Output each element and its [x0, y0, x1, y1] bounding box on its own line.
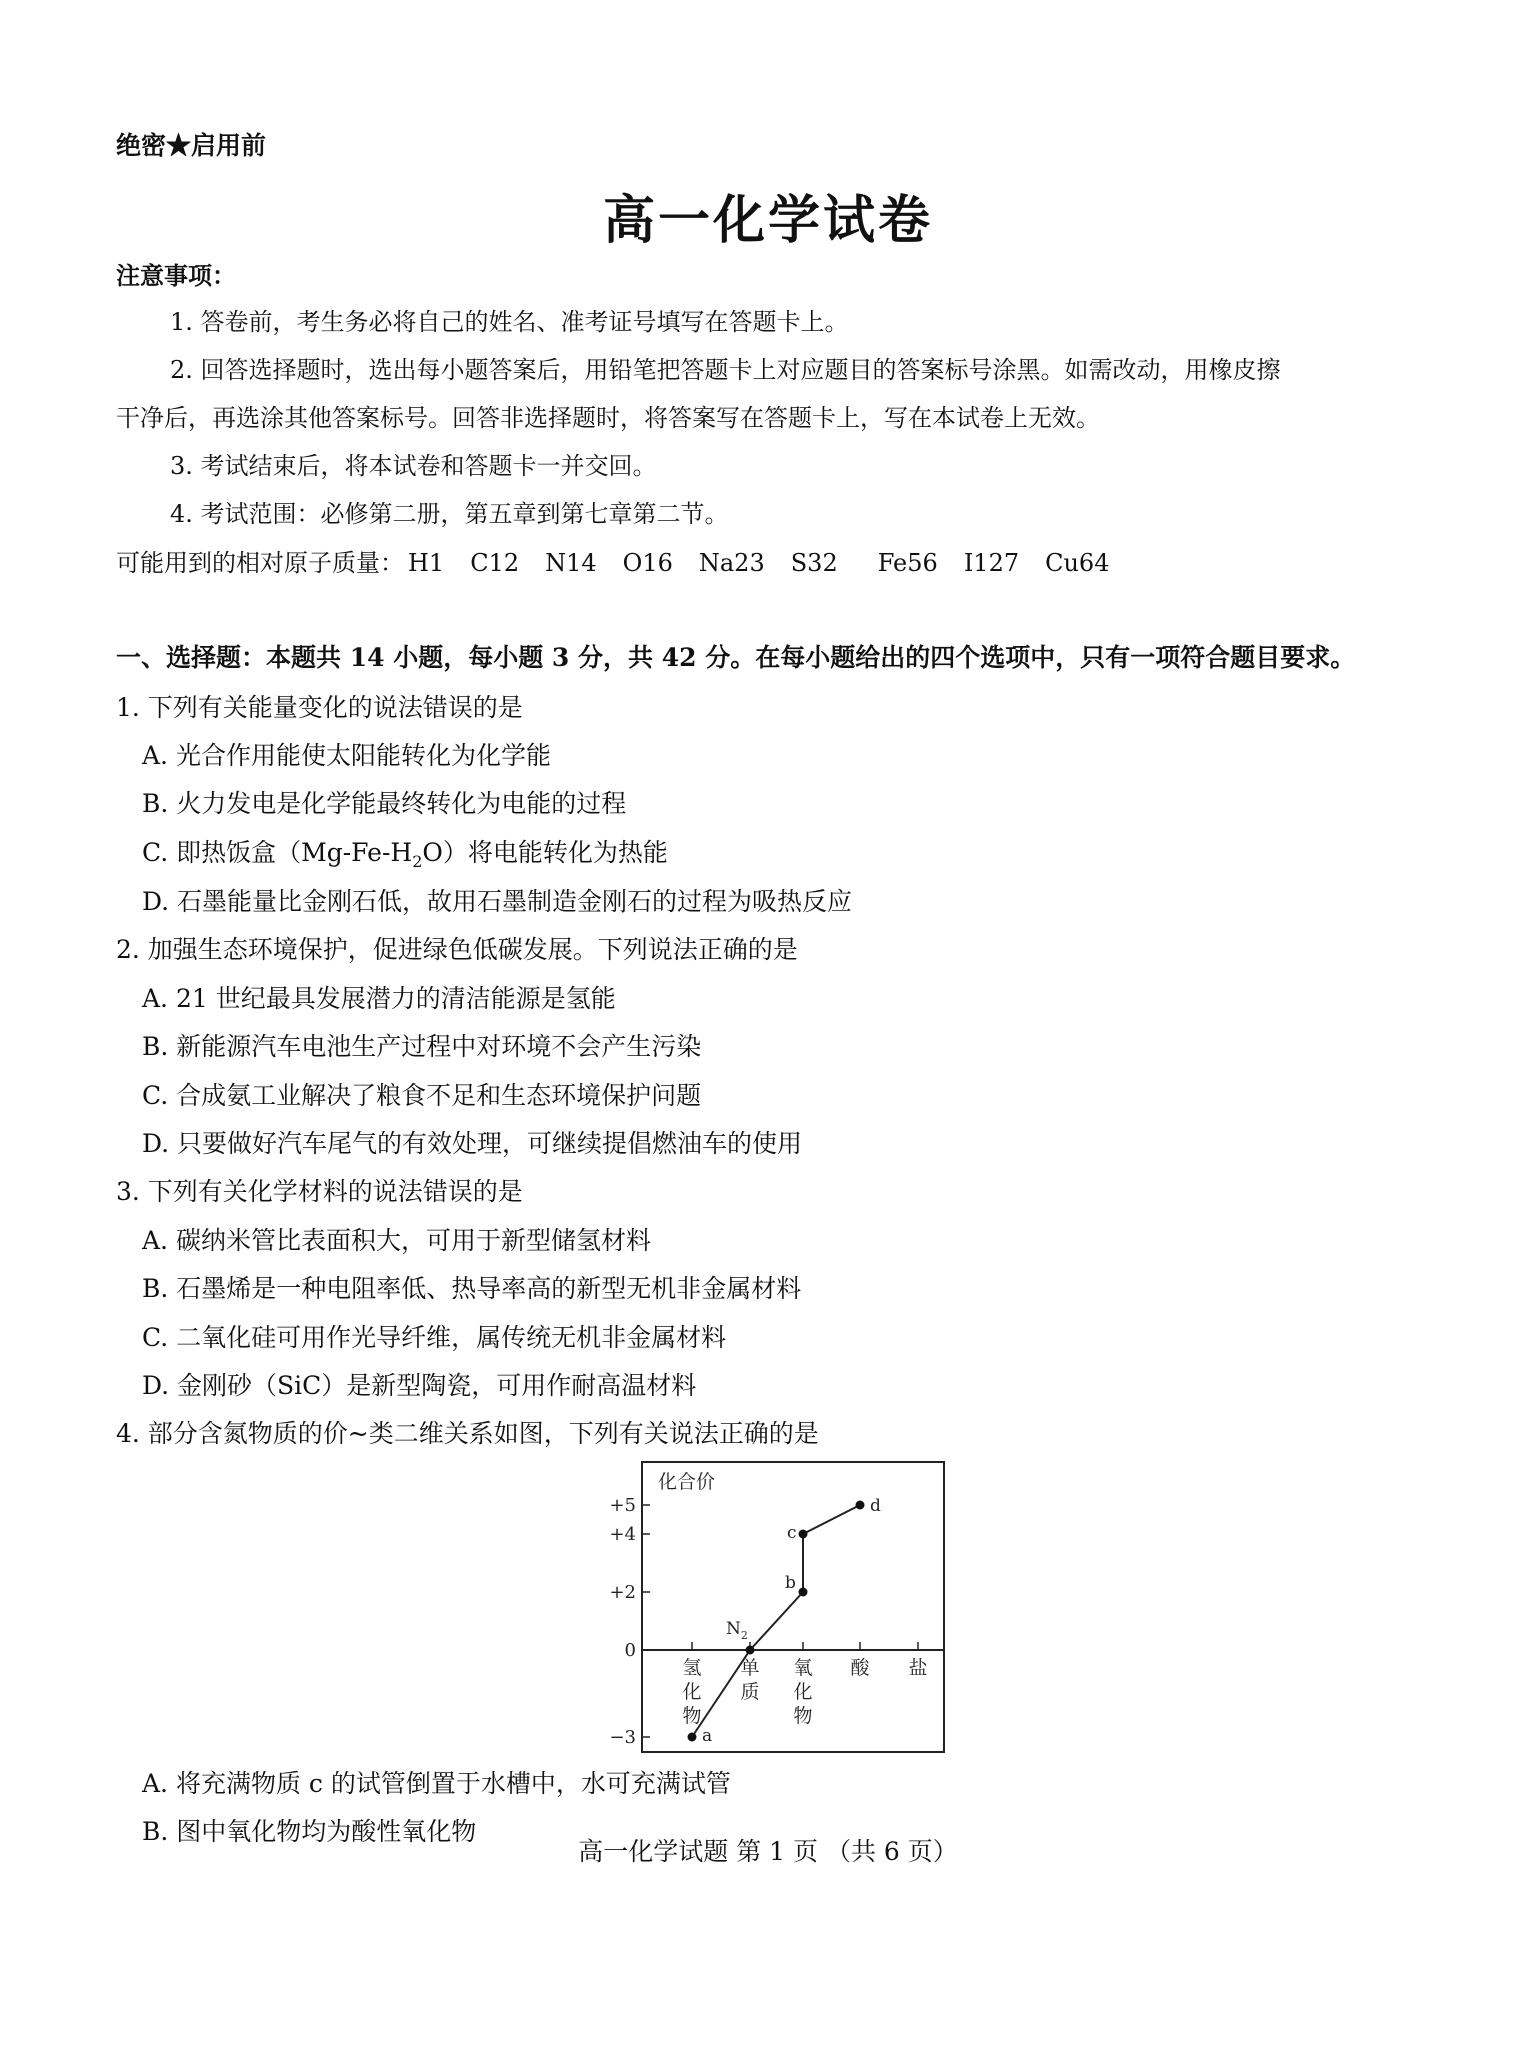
q1-c-sub: 2: [412, 852, 423, 871]
atom-cu: Cu64: [1045, 549, 1110, 577]
x-category-char: 物: [793, 1705, 813, 1727]
data-point-label: b: [785, 1573, 796, 1593]
atom-na: Na23: [698, 549, 765, 577]
connecting-lines: [692, 1505, 860, 1737]
page-title: 高一化学试卷: [602, 190, 933, 251]
q1-option-a: A. 光合作用能使太阳能转化为化学能: [142, 741, 551, 770]
y-tick-label: +5: [609, 1495, 636, 1516]
q1-c-post: O）将电能转化为热能: [422, 838, 668, 867]
atom-o: O16: [622, 549, 673, 577]
data-point: [746, 1646, 755, 1655]
atoms-label: 可能用到的相对原子质量：: [116, 549, 404, 577]
q4-option-b: B. 图中氧化物均为酸性氧化物: [142, 1817, 477, 1846]
connecting-line: [803, 1505, 860, 1534]
data-point-label: a: [702, 1726, 713, 1746]
data-points: [688, 1496, 882, 1746]
q1-option-b: B. 火力发电是化学能最终转化为电能的过程: [142, 789, 627, 818]
x-category-char: 化: [682, 1681, 702, 1703]
x-category-char: 物: [682, 1705, 702, 1727]
y-axis-title: 化合价: [658, 1471, 716, 1493]
atom-fe: Fe56: [877, 549, 938, 577]
q2-option-a: A. 21 世纪最具发展潜力的清洁能源是氢能: [142, 984, 616, 1013]
x-category-char: 盐: [908, 1657, 928, 1679]
notice-item-2-line-2: 干净后，再选涂其他答案标号。回答非选择题时，将答案写在答题卡上，写在本试卷上无效。: [116, 404, 1100, 432]
page-footer: 高一化学试题 第 1 页 （共 6 页）: [578, 1837, 958, 1866]
q3-stem: 3. 下列有关化学材料的说法错误的是: [116, 1177, 523, 1206]
q2-option-c: C. 合成氨工业解决了粮食不足和生态环境保护问题: [142, 1081, 702, 1110]
y-tick-label: −3: [609, 1727, 636, 1748]
nitrogen-valence-diagram: [600, 1458, 950, 1758]
section-1-heading: 一、选择题：本题共 14 小题，每小题 3 分，共 42 分。在每小题给出的四个选项中，只有一项符合题目要求。: [116, 643, 1356, 672]
notice-item-1: 1. 答卷前，考生务必将自己的姓名、准考证号填写在答题卡上。: [170, 308, 849, 336]
atom-h: H1: [408, 549, 445, 577]
y-tick-label: +2: [609, 1582, 636, 1603]
data-point-label: d: [870, 1496, 881, 1516]
q4-stem: 4. 部分含氮物质的价~类二维关系如图，下列有关说法正确的是: [116, 1419, 819, 1448]
q1-c-pre: C. 即热饭盒（Mg-Fe-H: [142, 838, 413, 867]
q1-option-d: D. 石墨能量比金刚石低，故用石墨制造金刚石的过程为吸热反应: [142, 887, 853, 916]
x-categories: [682, 1642, 927, 1727]
atom-n: N14: [545, 549, 597, 577]
q1-stem: 1. 下列有关能量变化的说法错误的是: [116, 693, 523, 722]
notice-item-4: 4. 考试范围：必修第二册，第五章到第七章第二节。: [170, 500, 729, 528]
y-tick-label: +4: [609, 1524, 636, 1545]
q3-option-a: A. 碳纳米管比表面积大，可用于新型储氢材料: [142, 1226, 651, 1255]
atom-c: C12: [470, 549, 520, 577]
q1-option-c: [142, 833, 668, 871]
q3-option-c: C. 二氧化硅可用作光导纤维，属传统无机非金属材料: [142, 1323, 727, 1352]
secret-label: 绝密★启用前: [116, 131, 267, 160]
q3-option-d: D. 金刚砂（SiC）是新型陶瓷，可用作耐高温材料: [142, 1371, 697, 1400]
y-ticks: [609, 1495, 650, 1748]
y-tick-label: 0: [624, 1640, 636, 1661]
data-point: [688, 1733, 697, 1742]
atom-i: I127: [963, 549, 1020, 577]
x-category-char: 酸: [850, 1657, 870, 1679]
q2-option-d: D. 只要做好汽车尾气的有效处理，可继续提倡燃油车的使用: [142, 1129, 803, 1158]
data-point: [799, 1588, 808, 1597]
notice-item-2-line-1: 2. 回答选择题时，选出每小题答案后，用铅笔把答题卡上对应题目的答案标号涂黑。如需改动，用橡皮擦: [170, 356, 1281, 384]
x-category-char: 氧: [793, 1657, 813, 1679]
data-point-label: $N_2$: [726, 1619, 748, 1642]
notice-heading: 注意事项：: [116, 261, 236, 290]
atom-s: S32: [790, 549, 838, 577]
atomic-masses: [116, 543, 1135, 578]
data-point: [799, 1530, 808, 1539]
data-point-label: c: [787, 1523, 797, 1543]
x-category-char: 单: [740, 1657, 760, 1679]
x-category-char: 氢: [682, 1657, 702, 1679]
data-point: [856, 1501, 865, 1510]
q2-stem: 2. 加强生态环境保护，促进绿色低碳发展。下列说法正确的是: [116, 935, 798, 964]
x-category-char: 化: [793, 1681, 813, 1703]
x-category-char: 质: [740, 1681, 760, 1703]
q2-option-b: B. 新能源汽车电池生产过程中对环境不会产生污染: [142, 1032, 702, 1061]
connecting-line: [750, 1592, 803, 1650]
q4-option-a: A. 将充满物质 c 的试管倒置于水槽中，水可充满试管: [142, 1769, 731, 1798]
notice-item-3: 3. 考试结束后，将本试卷和答题卡一并交回。: [170, 452, 657, 480]
q3-option-b: B. 石墨烯是一种电阻率低、热导率高的新型无机非金属材料: [142, 1274, 802, 1303]
